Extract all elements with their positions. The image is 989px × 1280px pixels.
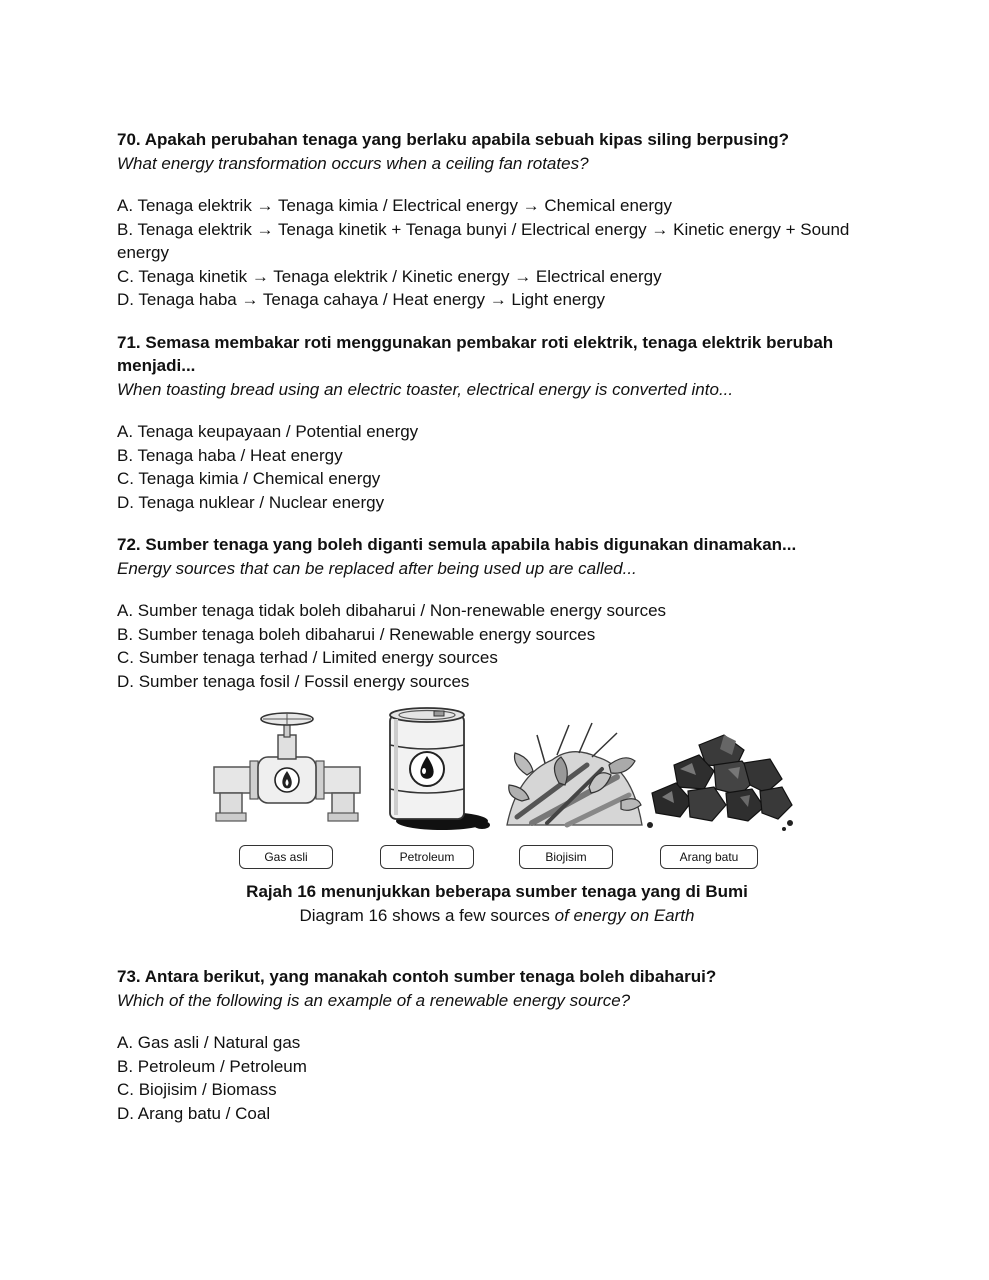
question-72 <box>117 533 877 693</box>
figure-caption-english <box>117 904 877 928</box>
petroleum-item <box>360 705 510 877</box>
oil-barrel-icon <box>360 705 510 837</box>
question-title: 73. Antara berikut, yang manakah contoh sumber tenaga boleh dibaharui? <box>117 967 717 986</box>
question-70 <box>117 128 877 312</box>
figure-caption-malay: Rajah 16 menunjukkan beberapa sumber tenaga yang di Bumi <box>246 882 748 901</box>
coal-item <box>644 705 794 877</box>
option-b: B. Tenaga haba / Heat energy <box>117 445 343 465</box>
question-title: 72. Sumber tenaga yang boleh diganti semula apabila habis digunakan dinamakan... <box>117 535 797 554</box>
question-71 <box>117 331 877 515</box>
option-d: D. Arang batu / Coal <box>117 1103 271 1123</box>
question-73 <box>117 965 877 1125</box>
diagram-16 <box>117 705 877 945</box>
option-c: C. Biojisim / Biomass <box>117 1080 277 1099</box>
option-a: A. Gas asli / Natural gas <box>117 1033 301 1052</box>
question-translation: When toasting bread using an electric toaster, electrical energy is converted into... <box>117 379 734 399</box>
question-title: 70. Apakah perubahan tenaga yang berlaku apabila sebuah kipas siling berpusing? <box>117 130 789 149</box>
options-list <box>117 420 877 514</box>
energy-sources-illustration <box>212 705 792 875</box>
option-d: D. Tenaga nuklear / Nuclear energy <box>117 492 385 512</box>
label-natural-gas: Gas asli <box>239 845 333 869</box>
question-translation: Energy sources that can be replaced after being used up are called... <box>117 558 637 578</box>
option-a: A. Tenaga keupayaan / Potential energy <box>117 422 419 441</box>
natural-gas-item <box>212 705 362 877</box>
option-d: D. Sumber tenaga fosil / Fossil energy sources <box>117 671 470 691</box>
label-petroleum: Petroleum <box>380 845 474 869</box>
option-b: B. Petroleum / Petroleum <box>117 1056 307 1076</box>
option-a: A. Sumber tenaga tidak boleh dibaharui / Non-renewable energy sources <box>117 601 667 620</box>
biomass-pile-icon <box>497 705 647 837</box>
question-title: 71. Semasa membakar roti menggunakan pembakar roti elektrik, tenaga elektrik berubah menjadi... <box>117 332 834 375</box>
option-b: B. Tenaga elektrik → Tenaga kinetik + Tenaga bunyi / Electrical energy → Kinetic energy + Sound energy <box>117 219 850 262</box>
label-biomass: Biojisim <box>519 845 613 869</box>
gas-pipe-icon <box>212 705 362 835</box>
question-translation: What energy transformation occurs when a ceiling fan rotates? <box>117 153 589 173</box>
option-d: D. Tenaga haba → Tenaga cahaya / Heat energy → Light energy <box>117 290 605 309</box>
options-list <box>117 194 877 312</box>
option-a: A. Tenaga elektrik → Tenaga kimia / Electrical energy → Chemical energy <box>117 196 672 215</box>
options-list <box>117 599 877 693</box>
option-b: B. Sumber tenaga boleh dibaharui / Renewable energy sources <box>117 624 596 644</box>
option-c: C. Tenaga kimia / Chemical energy <box>117 469 381 488</box>
caption-normal-part: Diagram 16 shows a few sources <box>299 906 555 925</box>
question-translation: Which of the following is an example of a renewable energy source? <box>117 990 631 1010</box>
label-coal: Arang batu <box>660 845 758 869</box>
option-c: C. Sumber tenaga terhad / Limited energy sources <box>117 648 498 667</box>
option-c: C. Tenaga kinetik → Tenaga elektrik / Kinetic energy → Electrical energy <box>117 266 662 286</box>
options-list <box>117 1031 877 1125</box>
biomass-item <box>497 705 647 877</box>
caption-italic-part: of energy on Earth <box>554 906 695 925</box>
coal-pile-icon <box>644 705 794 837</box>
worksheet-page <box>117 128 877 1125</box>
